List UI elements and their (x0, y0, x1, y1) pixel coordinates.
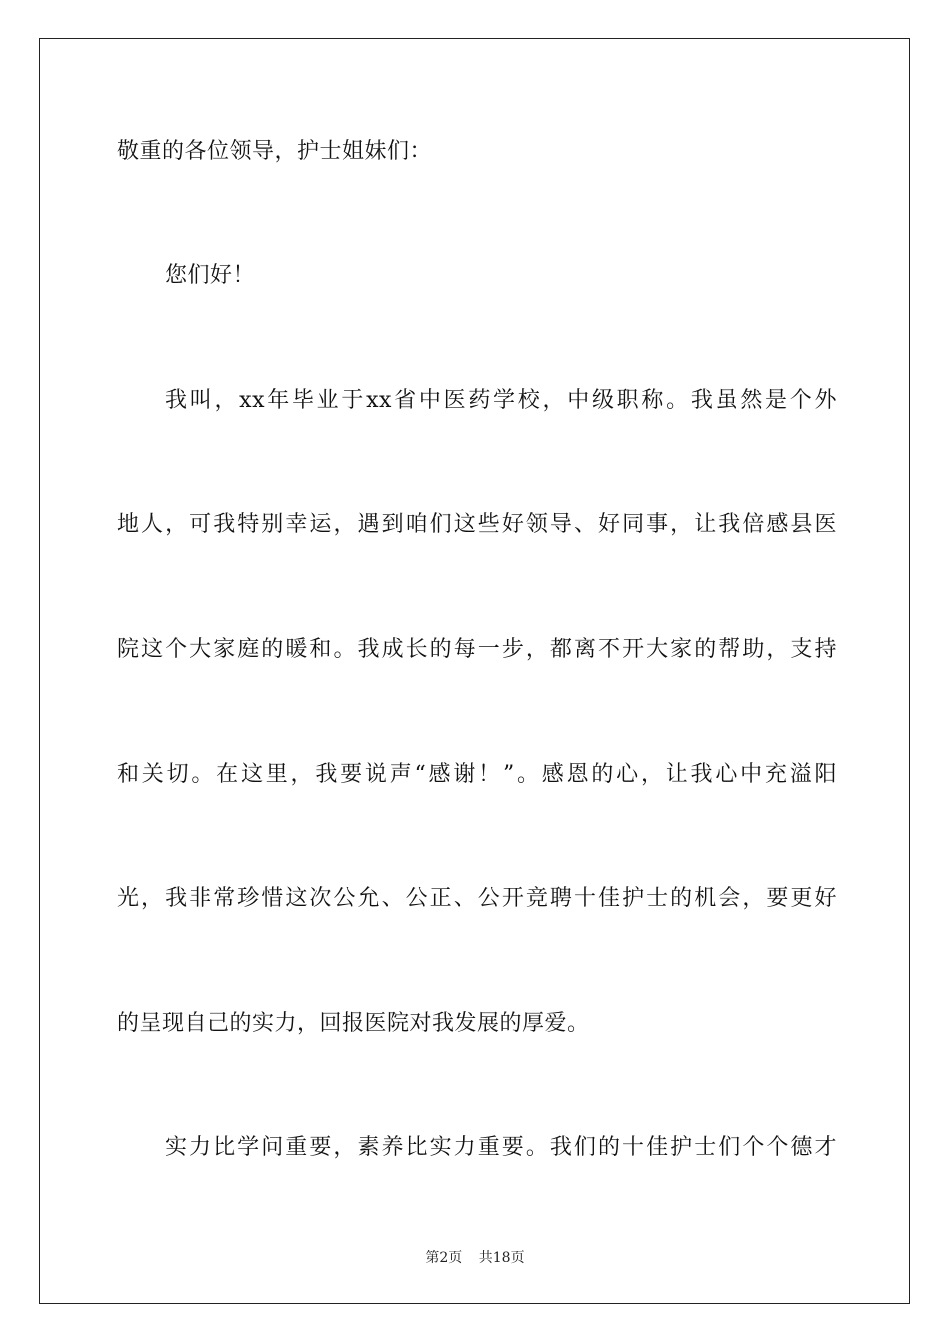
paragraph-1-line-6: 的呈现自己的实力，回报医院对我发展的厚爱。 (117, 1011, 590, 1036)
salutation: 敬重的各位领导，护士姐妹们： (117, 139, 433, 164)
paragraph-1-line-2: 地人，可我特别幸运，遇到咱们这些好领导、好同事，让我倍感县医 (117, 512, 837, 537)
paragraph-2-line-1: 实力比学问重要，素养比实力重要。我们的十佳护士们个个德才 (165, 1135, 837, 1160)
paragraph-1-line-4: 和关切。在这里，我要说声“感谢！”。感恩的心，让我心中充溢阳 (117, 762, 837, 787)
paragraph-1-line-1: 我叫，xx年毕业于xx省中医药学校，中级职称。我虽然是个外 (165, 388, 837, 413)
greeting: 您们好！ (165, 263, 256, 288)
page-total: 共18页 (478, 1250, 525, 1266)
paragraph-1-line-5: 光，我非常珍惜这次公允、公正、公开竞聘十佳护士的机会，要更好 (117, 886, 837, 911)
page-border (39, 38, 910, 1304)
page-number: 第2页 (425, 1250, 463, 1266)
paragraph-1-line-3: 院这个大家庭的暖和。我成长的每一步，都离不开大家的帮助，支持 (117, 637, 837, 662)
page-footer (0, 1247, 950, 1267)
